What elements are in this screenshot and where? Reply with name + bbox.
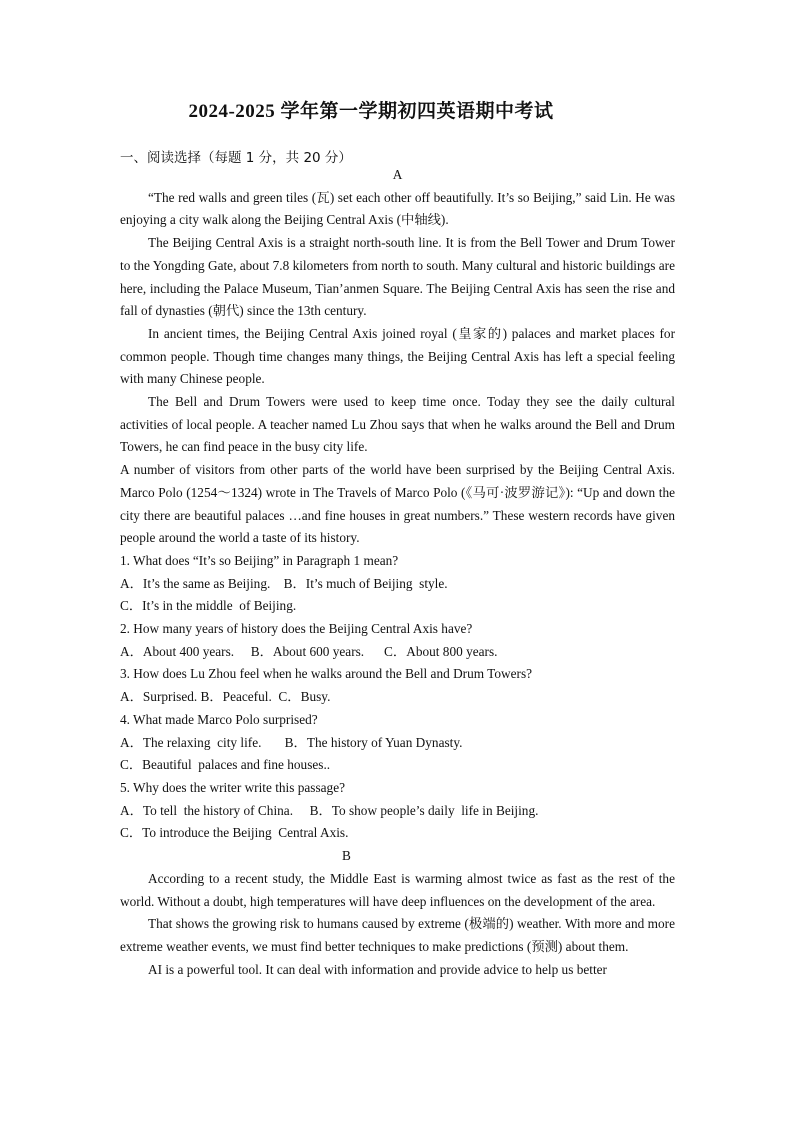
question-3-stem: 3. How does Lu Zhou feel when he walks around the Bell and Drum Towers? xyxy=(120,666,533,682)
question-4-stem: 4. What made Marco Polo surprised? xyxy=(120,711,318,727)
question-5-options-line-2: C．To introduce the Beijing Central Axis. xyxy=(120,825,349,841)
question-4-options-line-2: C．Beautiful palaces and fine houses.. xyxy=(120,757,331,773)
passage-b-label: B xyxy=(342,848,351,864)
passage-a-label: A xyxy=(392,167,403,182)
question-1-options-line-2: C．It’s in the middle of Beijing. xyxy=(120,598,297,614)
question-2-stem: 2. How many years of history does the Beijing Central Axis have? xyxy=(120,621,473,637)
question-4-options-line-1: A．The relaxing city life. B．The history of Yuan Dynasty. xyxy=(120,734,463,750)
section-heading: 一、阅读选择（每题 1 分，共 20 分） xyxy=(120,150,352,166)
passage-b-paragraph-2: That shows the growing risk to humans caused by extreme (极端的) weather. With more and more extreme weather events, we must find better techniques to make predictions (预测) about them. xyxy=(120,916,675,954)
passage-a-paragraph-4: The Bell and Drum Towers were used to keep time once. Today they see the daily cultural activities of local people. A teacher named Lu Zhou says that when he walks around the Bell and Drum Towers, he can find peace in the busy city life. xyxy=(120,394,675,455)
question-5-stem: 5. Why does the writer write this passage? xyxy=(120,779,346,795)
passage-b-paragraph-3: AI is a powerful tool. It can deal with information and provide advice to help us better xyxy=(148,961,607,977)
passage-a-paragraph-1: “The red walls and green tiles (瓦) set each other off beautifully. It’s so Beijing,” said Lin. He was enjoying a city walk along the Beijing Central Axis (中轴线). xyxy=(120,189,675,228)
passage-a-paragraph-5: A number of visitors from other parts of the world have been surprised by the Beijing Central Axis. Marco Polo (1254～1324) wrote in The Travels of Marco Polo (《马可·波罗游记》): “Up and down the city there are beautiful palaces …and fine houses in great numbers.” These western records have given people around the world a taste of its history. xyxy=(120,462,675,546)
exam-title: 2024-2025 学年第一学期初四英语期中考试 xyxy=(188,101,554,122)
exam-content xyxy=(120,164,675,981)
question-2-options-line-1: A．About 400 years. B．About 600 years. C．About 800 years. xyxy=(120,643,498,659)
passage-a-paragraph-3: In ancient times, the Beijing Central Axis joined royal (皇家的) palaces and market places for common people. Though time changes many things, the Beijing Central Axis has left a special feeling with many Chinese people. xyxy=(120,325,675,387)
passage-a-paragraph-2: The Beijing Central Axis is a straight north-south line. It is from the Bell Tower and Drum Tower to the Yongding Gate, about 7.8 kilometers from north to south. Many cultural and historic buildings are here, including the Palace Museum, Tian’anmen Square. The Beijing Central Axis has seen the rise and fall of dynasties (朝代) since the 13th century. xyxy=(120,235,675,319)
question-3-options-line-1: A．Surprised. B．Peaceful. C．Busy. xyxy=(120,689,331,705)
passage-b-paragraph-1: According to a recent study, the Middle East is warming almost twice as fast as the rest of the world. Without a doubt, high temperatures will have deep influences on the development of the area. xyxy=(120,870,675,909)
question-1-options-line-1: A．It’s the same as Beijing. B．It’s much of Beijing style. xyxy=(120,575,448,591)
question-1-stem: 1. What does “It’s so Beijing” in Paragraph 1 mean? xyxy=(120,552,399,568)
question-5-options-line-1: A．To tell the history of China. B．To show people’s daily life in Beijing. xyxy=(120,802,539,818)
